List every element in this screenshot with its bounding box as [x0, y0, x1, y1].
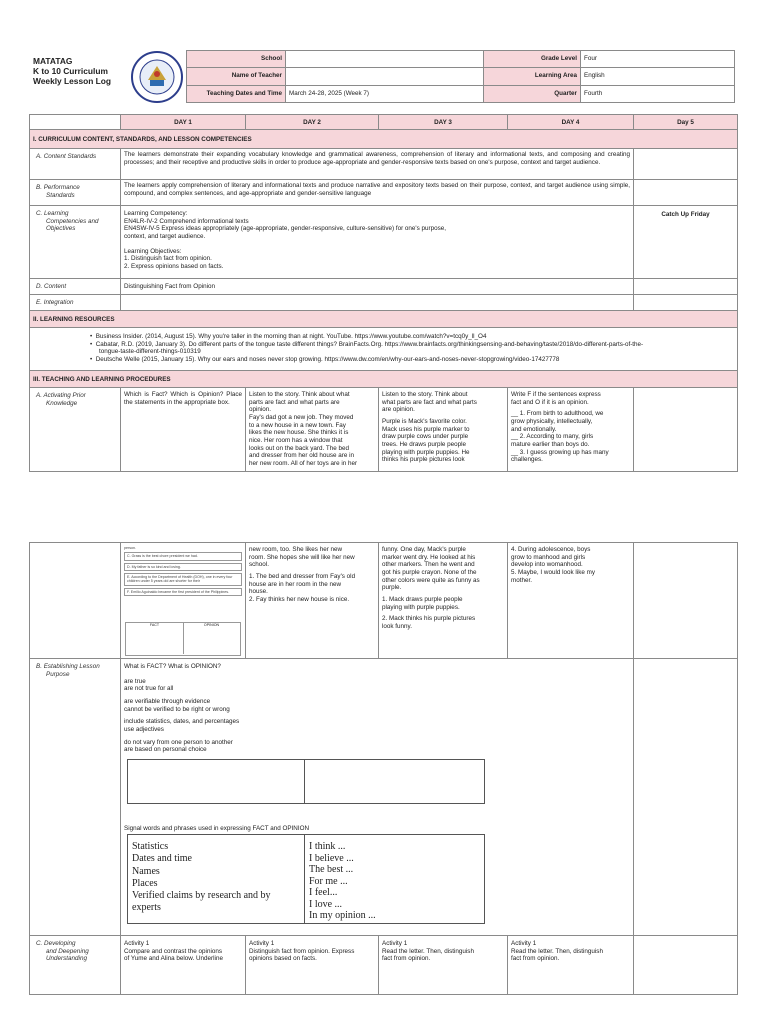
fact-word: Places — [132, 877, 158, 889]
activity-line: Compare and contrast the opinions — [124, 947, 223, 955]
story-line: playing with purple puppies. He — [382, 448, 470, 456]
fact-opinion-sort-table — [125, 622, 241, 656]
worksheet-statement: C. Grass is the best chore president we had. — [124, 552, 242, 560]
item-line: __ 1. From birth to adulthood, we — [511, 410, 604, 418]
opinion-column: OPINION — [203, 623, 220, 627]
story-line: opinion. — [249, 406, 272, 414]
purpose-statement: cannot be verified to be right or wrong — [124, 705, 230, 713]
item-line: mature earlier than boys do. — [511, 441, 590, 449]
story-line: playing with purple puppies. — [382, 603, 460, 611]
day-2-header: DAY 2 — [245, 114, 379, 130]
opinion-signal-words — [309, 841, 479, 922]
day-header-blank — [29, 114, 121, 130]
item-line: grow to manhood and girls — [511, 553, 586, 561]
title-line-1: MATATAG — [33, 56, 73, 66]
section-curriculum-heading: I. CURRICULUM CONTENT, STANDARDS, AND LESSON COMPETENCIES — [29, 129, 738, 149]
story-line: house are in her room in the new — [249, 580, 342, 588]
competency-line: context, and target audience. — [124, 233, 206, 241]
competencies-label-line-2: Competencies and — [46, 217, 99, 225]
catch-up-friday: Catch Up Friday — [633, 205, 738, 279]
prior-day1-worksheet — [120, 542, 246, 659]
prior-knowledge-label — [29, 387, 121, 472]
worksheet-statement: D. My father is so kind and loving. — [124, 563, 242, 571]
competencies-label-line-1: C. Learning — [36, 210, 69, 217]
learning-area-label: Learning Area — [483, 67, 581, 86]
prior-day5 — [633, 387, 738, 472]
item-line: develop into womanhood. — [511, 561, 583, 569]
day-4-header: DAY 4 — [507, 114, 634, 130]
signal-words-caption: Signal words and phrases used in expressing FACT and OPINION — [124, 825, 310, 832]
content-label: D. Content — [29, 278, 121, 295]
story-line: school. — [249, 561, 269, 569]
integration-day5 — [633, 294, 738, 311]
objectives-heading: Learning Objectives: — [124, 247, 182, 255]
resource-text: Cabatar, R.D. (2019, January 3). Do different parts of the tongue taste different things? BrainFacts.Org. https://www.brainfacts.org/thinkingsensing-and-behaving/taste/2018/do-different-parts-of-the- — [95, 340, 644, 348]
resource-item: • Business Insider. (2014, August 15). Why you're taller in the morning than at night. YouTube. https://www.youtube.com/watch?v=tcq0y_ll_O4 — [90, 333, 487, 340]
prior-day2-story — [245, 387, 379, 472]
purpose-statement: do not vary from one person to another — [124, 738, 233, 746]
developing-day1 — [120, 935, 246, 995]
dates-value: March 24-28, 2025 (Week 7) — [285, 85, 484, 103]
story-line: 2. Fay thinks her new house is nice. — [249, 596, 350, 604]
item-line: __ 3. I guess growing up has many — [511, 448, 609, 456]
prior-label-line-1: A. Activating Prior — [36, 392, 86, 399]
story-line: draw purple cows under purple — [382, 433, 469, 441]
developing-label — [29, 935, 121, 995]
teacher-label: Name of Teacher — [186, 67, 286, 86]
fact-word: experts — [132, 902, 161, 914]
story-line: 2. Mack thinks his purple pictures — [382, 615, 476, 623]
developing-day2 — [245, 935, 379, 995]
purpose-question: What is FACT? What is OPINION? — [124, 663, 221, 670]
story-line: funny. One day, Mack's purple — [382, 546, 466, 553]
content-standards-text: The learners demonstrate their expanding vocabulary knowledge and grammatical awareness, comprehension of literary and informational texts, and composing and creating processes; and their receptive and productive skills in order to produce age-appropriate and gender-responsive texts based on one's purpose, context and target audience. — [120, 148, 634, 180]
story-line: nice. Her room has a window that — [249, 437, 343, 445]
fact-signal-words — [132, 841, 302, 915]
fact-word: Statistics — [132, 841, 169, 852]
fact-column: FACT — [126, 623, 184, 654]
prior-label-line-2: Knowledge — [46, 399, 78, 407]
prior-day3-story-cont — [378, 542, 508, 659]
story-line: looks out on the back yard. The bed — [249, 444, 349, 452]
resource-item: • Cabatar, R.D. (2019, January 3). Do different parts of the tongue taste different things? BrainFacts.Org. https://www.brainfacts.org/thinkingsensing-and-behaving/taste/2018/do-different-parts-of-the- — [90, 340, 644, 348]
competencies-label-line-3: Objectives — [46, 225, 76, 233]
resource-text: Deutsche Welle (2015, January 15). Why our ears and noses never stop growing. https://www.dw.com/en/why-our-ears-and-noses-never-stopgrowing/video-17427778 — [95, 356, 560, 364]
grade-level-label: Grade Level — [483, 50, 581, 68]
objective-line: 1. Distinguish fact from opinion. — [124, 255, 212, 263]
quarter-value: Fourth — [580, 85, 735, 103]
worksheet-statements — [124, 546, 242, 596]
story-line: purple. — [382, 584, 402, 592]
story-line: parts are fact and what parts are — [249, 398, 340, 406]
developing-label-line-3: Understanding — [46, 955, 87, 963]
school-value — [285, 50, 484, 68]
opinion-word: I think ... — [309, 841, 346, 852]
purpose-label-line-2: Purpose — [46, 670, 70, 678]
activity-line: Read the letter. Then, distinguish — [511, 947, 603, 955]
performance-standards-day5 — [633, 179, 738, 206]
competencies-label — [29, 205, 121, 279]
story-line: are opinion. — [382, 406, 415, 414]
content-text: Distinguishing Fact from Opinion — [120, 278, 634, 295]
resource-continuation: tongue-taste-different-things-010319 — [99, 348, 201, 356]
activity-line: fact from opinion. — [382, 955, 431, 963]
school-label: School — [186, 50, 286, 68]
developing-day5 — [633, 935, 738, 995]
resources-list — [29, 327, 738, 371]
competency-line: EN4LR-IV-2 Comprehend informational texts — [124, 217, 249, 225]
prior-day5-cont — [633, 542, 738, 659]
worksheet-statement: person. — [124, 546, 136, 550]
prior-day3-story — [378, 387, 508, 472]
story-line: got his purple crayon. None of the — [382, 569, 477, 577]
purpose-label — [29, 658, 121, 936]
story-line: to a new house in a new town. Fay — [249, 421, 346, 429]
activity-line: Activity 1 — [249, 940, 275, 947]
story-line: new room, too. She likes her new — [249, 546, 343, 553]
activity-line: fact from opinion. — [511, 955, 560, 963]
performance-standards-text: The learners apply comprehension of literary and informational texts and produce narrative and expository texts based on their purpose, context, and target audience using simple, compound, and complex sentences, and age-appropriate and gender-sensitive language — [120, 179, 634, 206]
resource-item: • Deutsche Welle (2015, January 15). Why our ears and noses never stop growing. https://www.dw.com/en/why-our-ears-and-noses-never-stopgrowing/video-17427778 — [90, 356, 560, 364]
title-line-3: Weekly Lesson Log — [33, 76, 112, 87]
activity-line: Activity 1 — [511, 940, 537, 947]
prior-day4-items — [507, 387, 634, 472]
dates-label: Teaching Dates and Time — [186, 85, 286, 103]
activity-line: opinions based on facts. — [249, 955, 317, 963]
story-line: Listen to the story. Think about — [382, 391, 468, 398]
item-line: and emotionally. — [511, 425, 557, 433]
story-line: Listen to the story. Think about what — [249, 391, 350, 398]
developing-day4 — [507, 935, 634, 995]
worksheet-statement: E. According to the Department of Health (DOH), one in every four children under 5 years old are shorter for their — [124, 573, 242, 586]
story-line: other markers. Then he went and — [382, 561, 475, 569]
story-line: likes the new house. She thinks it is — [249, 429, 349, 437]
fact-word: Verified claims by research and by — [132, 890, 271, 902]
title-line-2: K to 10 Curriculum — [33, 66, 108, 77]
story-line: thinks his purple pictures look — [382, 456, 465, 464]
item-line: __ 2. According to many, girls — [511, 433, 594, 441]
teacher-value — [285, 67, 484, 86]
purpose-statement: are verifiable through evidence — [124, 698, 211, 706]
developing-label-line-1: C. Developing — [36, 940, 76, 947]
signal-words-table — [127, 834, 485, 924]
prior-day2-story-cont — [245, 542, 379, 659]
section-procedures-heading: III. TEACHING AND LEARNING PROCEDURES — [29, 370, 738, 388]
item-line: fact and O if it is an opinion. — [511, 398, 589, 406]
prior-day4-items-cont — [507, 542, 634, 659]
purpose-day5 — [633, 658, 738, 936]
competency-line: Learning Competency: — [124, 210, 188, 217]
item-line: 4. During adolescence, boys — [511, 546, 591, 553]
purpose-spacer — [124, 671, 630, 678]
quarter-label: Quarter — [483, 85, 581, 103]
activity-line: Read the letter. Then, distinguish — [382, 947, 474, 955]
item-line: grow physically, intellectually, — [511, 418, 593, 426]
table-divider — [304, 760, 305, 803]
competencies-text — [120, 205, 634, 279]
performance-label-line-1: B. Performance — [36, 184, 80, 191]
grade-level-value: Four — [580, 50, 735, 68]
purpose-statement: are not true for all — [124, 685, 174, 693]
activity-line: Activity 1 — [382, 940, 408, 947]
opinion-word: I believe ... — [309, 852, 354, 864]
story-line: other colors were quite as funny as — [382, 576, 480, 584]
prior-day1-text: Which is Fact? Which is Opinion? Place the statements in the appropriate box. — [120, 387, 246, 472]
purpose-statement: are true — [124, 677, 146, 685]
story-line: Fay's dad got a new job. They moved — [249, 414, 354, 422]
content-standards-label: A. Content Standards — [29, 148, 121, 180]
purpose-statement: are based on personal choice — [124, 746, 207, 754]
story-line: 1. The bed and dresser from Fay's old — [249, 573, 356, 581]
story-line: Purple is Mack's favorite color. — [382, 418, 467, 426]
section-resources-heading: II. LEARNING RESOURCES — [29, 310, 738, 328]
item-line: 5. Maybe, I would look like my — [511, 569, 595, 577]
item-line: challenges. — [511, 456, 543, 464]
item-line: Write F if the sentences express — [511, 391, 601, 398]
fact-opinion-blank-table — [127, 759, 485, 804]
story-line: what parts are fact and what parts — [382, 398, 477, 406]
integration-text — [120, 294, 634, 311]
opinion-word: I feel... — [309, 887, 338, 898]
deped-seal-icon — [130, 50, 184, 104]
performance-label-line-2: Standards — [46, 191, 75, 199]
story-line: house. — [249, 588, 268, 596]
fact-word: Names — [132, 865, 160, 877]
story-line: Mack uses his purple marker to — [382, 425, 470, 433]
performance-standards-label — [29, 179, 121, 206]
item-line: mother. — [511, 576, 532, 584]
developing-day3 — [378, 935, 508, 995]
content-day5 — [633, 278, 738, 295]
objective-line: 2. Express opinions based on facts. — [124, 263, 224, 271]
table-divider — [304, 835, 305, 923]
day-5-header: Day 5 — [633, 114, 738, 130]
purpose-statement: include statistics, dates, and percentages — [124, 718, 240, 726]
purpose-label-line-1: B. Establishing Lesson — [36, 663, 100, 670]
developing-label-line-2: and Deepening — [46, 947, 89, 955]
content-standards-day5 — [633, 148, 738, 180]
story-line: 1. Mack draws purple people — [382, 596, 463, 604]
day-1-header: DAY 1 — [120, 114, 246, 130]
competency-line: EN4SW-IV-5 Express ideas appropriately (age-appropriate, gender-responsive, culture-sensitive) for one's purpose, — [124, 225, 447, 233]
opinion-word: In my opinion ... — [309, 910, 376, 921]
opinion-word: For me ... — [309, 875, 348, 887]
purpose-content — [120, 658, 634, 936]
document-title — [33, 56, 123, 86]
prior-label-cont — [29, 542, 121, 659]
activity-line: Activity 1 — [124, 940, 150, 947]
story-line: her new room. All of her toys are in her — [249, 460, 358, 468]
story-line: look funny. — [382, 623, 412, 631]
opinion-word: I love ... — [309, 898, 343, 910]
activity-line: Distinguish fact from opinion. Express — [249, 947, 355, 955]
worksheet-statement: F. Emilio Aguinaldo became the first president of the Philippines. — [124, 588, 242, 596]
opinion-word: The best ... — [309, 864, 354, 875]
integration-label: E. Integration — [29, 294, 121, 311]
lesson-log-page-2 — [0, 512, 768, 1024]
story-line: marker went dry. He looked at his — [382, 553, 476, 561]
day-3-header: DAY 3 — [378, 114, 508, 130]
resource-text: Business Insider. (2014, August 15). Why you're taller in the morning than at night. YouTube. https://www.youtube.com/watch?v=tcq0y_ll_O4 — [95, 333, 487, 340]
fact-word: Dates and time — [132, 853, 192, 865]
purpose-statement: use adjectives — [124, 726, 164, 734]
competency-spacer — [124, 241, 630, 248]
activity-line: of Yume and Alina below. Underline — [124, 955, 223, 963]
story-line: room. She hopes she will like her new — [249, 553, 355, 561]
learning-area-value: English — [580, 67, 735, 86]
story-line: trees. He draws purple people — [382, 441, 467, 449]
story-line: and dresser from her old house are in — [249, 452, 355, 460]
